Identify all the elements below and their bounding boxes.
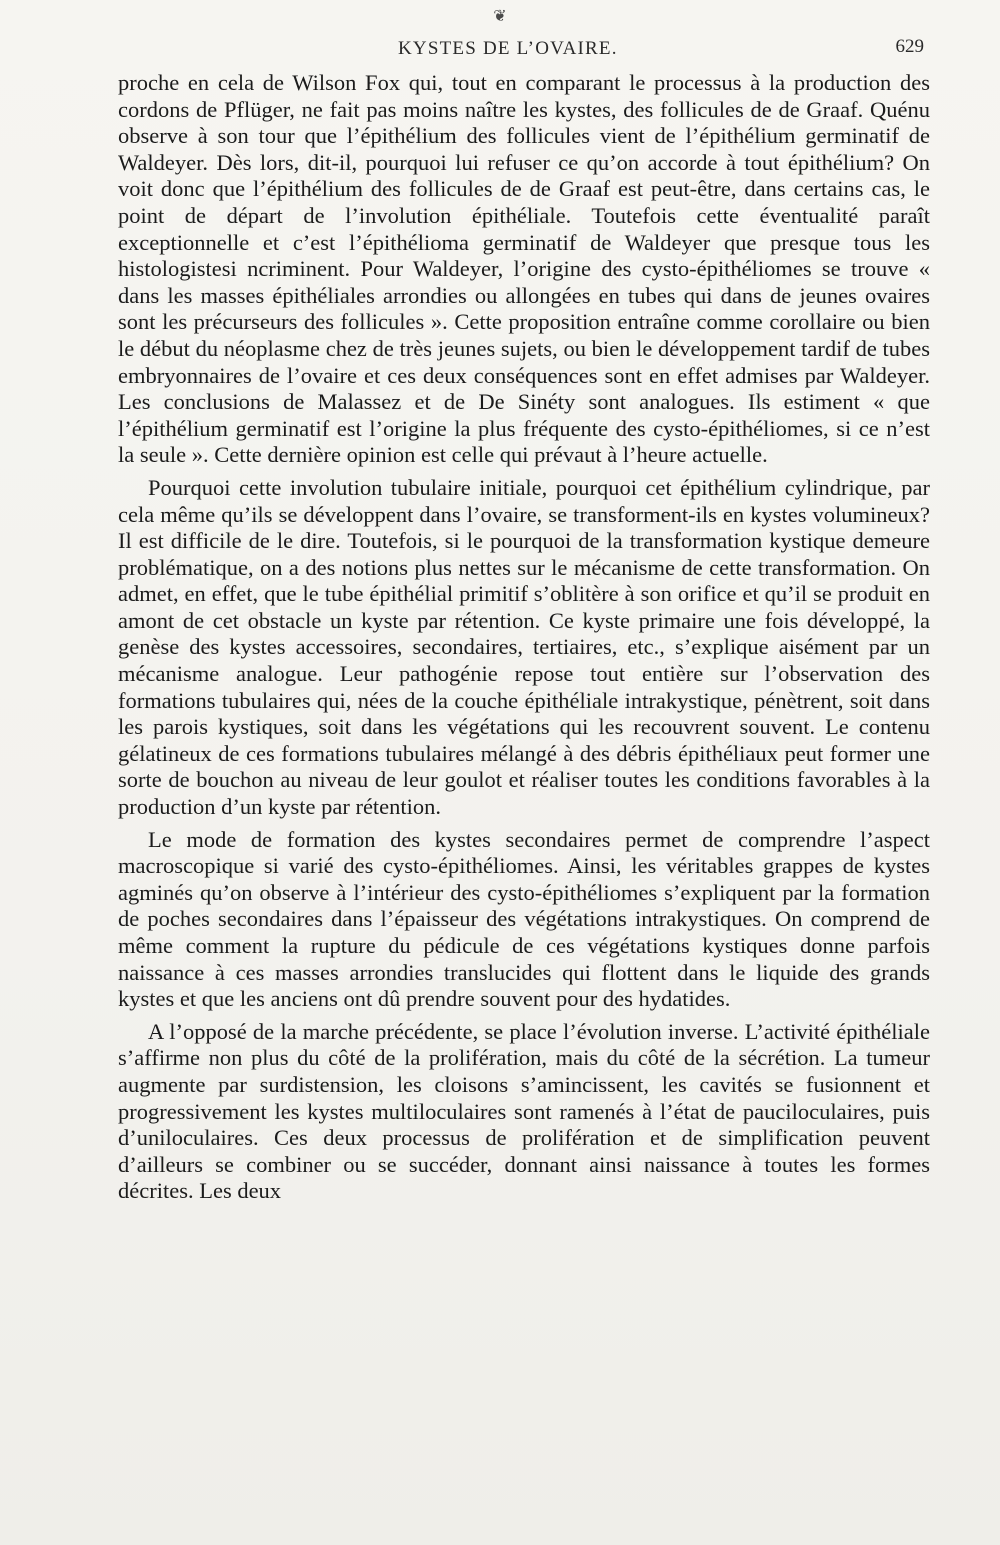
paragraph-1: proche en cela de Wilson Fox qui, tout en comparant le processus à la production des cordons de Pflüger, ne fait pas moins naître les kystes, des follicules de de Graaf. Quénu observe à son tour que l’épithélium des follicules vient de l’épithélium germinatif de Waldeyer. Dès lors, dit-il, pourquoi lui refuser ce qu’on accorde à tout épithélium? On voit donc que l’épithélium des follicules de de Graaf est peut-être, dans certains cas, le point de départ de l’involution épithéliale. Toutefois cette éventualité paraît exceptionnelle et c’est l’épithélioma germinatif de Waldeyer que presque tous les histologistesi ncriminent. Pour Waldeyer, l’origine des cysto-épithéliomes se trouve « dans les masses épithéliales arrondies ou allongées en tubes qui dans de jeunes ovaires sont les précurseurs des follicules ». Cette proposition entraîne comme corollaire ou bien le début du néoplasme chez de très jeunes sujets, ou bien le développement tardif de tubes embryonnaires de l’ovaire et ces deux conséquences sont en effet admises par Waldeyer. Les conclusions de Malassez et de De Sinéty sont analogues. Ils estiment « que l’épithélium germinatif est l’origine la plus fréquente des cysto-épithéliomes, si ce n’est la seule ». Cette dernière opinion est celle qui prévaut à l’heure actuelle. <box>118 70 930 468</box>
paragraph-3: Le mode de formation des kystes secondaires permet de comprendre l’aspect macroscopique si varié des cysto-épithéliomes. Ainsi, les véritables grappes de kystes agminés qu’on observe à l’intérieur des cysto-épithéliomes s’expliquent par la formation de poches secondaires dans l’épaisseur des végétations intrakystiques. On comprend de même comment la rupture du pédicule de ces végétations kystiques donne parfois naissance à ces masses arrondies translucides qui flottent dans le liquide des grands kystes et que les anciens ont dû prendre souvent pour des hydatides. <box>118 826 930 1012</box>
running-head <box>118 36 928 66</box>
ornament-icon: ❦ <box>493 8 507 25</box>
paragraph-2: Pourquoi cette involution tubulaire initiale, pourquoi cet épithélium cylindrique, par cela même qu’ils se développent dans l’ovaire, se transforment-ils en kystes volumineux? Il est difficile de le dire. Toutefois, si le pourquoi de la transformation kystique demeure problématique, on a des notions plus nettes sur le mécanisme de cette transformation. On admet, en effet, que le tube épithélial primitif s’oblitère à son orifice et qu’il se produit en amont de cet obstacle un kyste par rétention. Ce kyste primaire une fois développé, la genèse des kystes accessoires, secondaires, tertiaires, etc., s’explique aisément par un mécanisme analogue. Leur pathogénie repose tout entière sur l’observation des formations tubulaires qui, nées de la couche épithéliale intrakystique, pénètrent, soit dans les parois kystiques, soit dans les végétations qui les recouvrent souvent. Le contenu gélatineux de ces formations tubulaires mélangé à des débris épithéliaux peut former une sorte de bouchon au niveau de leur goulot et réaliser toutes les conditions favorables à la production d’un kyste par rétention. <box>118 474 930 820</box>
page-number: 629 <box>895 36 924 57</box>
body-text <box>118 70 930 1205</box>
paragraph-4: A l’opposé de la marche précédente, se place l’évolution inverse. L’activité épithéliale s’affirme non plus du côté de la prolifération, mais du côté de la sécrétion. La tumeur augmente par surdistension, les cloisons s’amincissent, les cavités se fusionnent et progressivement les kystes multiloculaires sont ramenés à l’état de pauciloculaires, puis d’uniloculaires. Ces deux processus de prolifération et de simplification peuvent d’ailleurs se combiner ou se succéder, donnant ainsi naissance à toutes les formes décrites. Les deux <box>118 1018 930 1204</box>
running-title: KYSTES DE L’OVAIRE. <box>398 38 618 59</box>
